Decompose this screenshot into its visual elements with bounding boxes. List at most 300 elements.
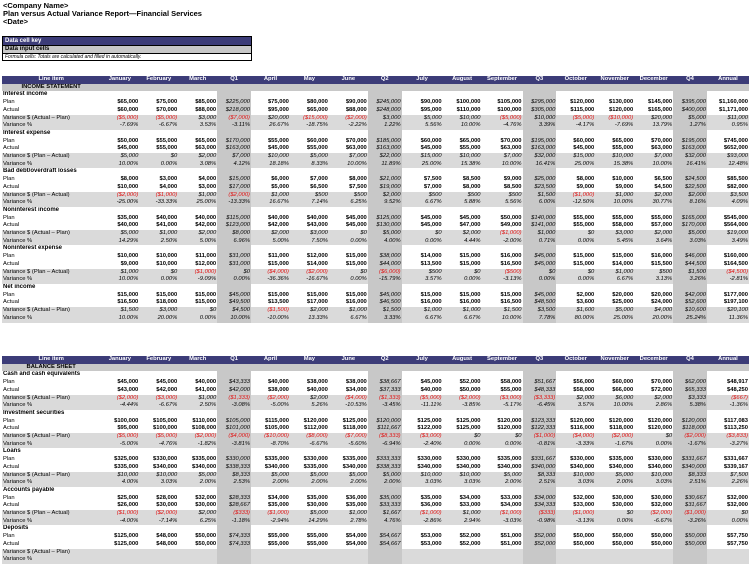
value-cell: ($5,000): [100, 433, 139, 441]
value-cell: $105,000: [153, 417, 178, 424]
value-cell: 15.38%: [443, 161, 482, 169]
row-label: Actual: [3, 222, 20, 229]
value-cell: ($4,500): [707, 269, 749, 277]
blank-cell: [368, 448, 402, 456]
blank-cell: [290, 245, 329, 253]
value-cell: $49,500: [217, 299, 251, 307]
blank-cell: [634, 207, 673, 215]
value-cell: $22,000: [368, 153, 402, 161]
key-formula-cells: Formula cells: Totals are calculated and filled in automatically.: [3, 53, 251, 60]
value-cell: $7,500: [423, 176, 442, 183]
blank-cell: [482, 168, 523, 176]
blank-cell: [707, 371, 749, 379]
value-cell: $55,000: [612, 214, 634, 221]
section-cell: [443, 84, 482, 92]
value-cell: $10,000: [402, 472, 443, 480]
value-cell: $7,500: [707, 472, 749, 480]
blank-cell: [707, 130, 749, 138]
value-cell: $15,000: [459, 253, 481, 260]
value-cell: $42,000: [195, 222, 217, 229]
value-cell: $20,000: [612, 291, 634, 298]
group-title: Noninterest income: [3, 206, 60, 213]
blank-cell: [556, 487, 595, 495]
blank-cell: [595, 91, 634, 99]
column-header: July: [402, 356, 443, 364]
blank-cell: [100, 130, 139, 138]
table-row: [2, 269, 749, 277]
value-cell: $17,000: [217, 184, 251, 192]
blank-cell: [443, 284, 482, 292]
value-cell: $5,000: [290, 510, 329, 518]
value-cell: $5,000: [251, 472, 290, 480]
value-cell: $53,000: [420, 540, 442, 547]
value-cell: ($7,000): [329, 433, 368, 441]
value-cell: ($10,000): [251, 433, 290, 441]
value-cell: $500: [402, 192, 443, 200]
section-cell: [523, 84, 557, 92]
value-cell: 1.27%: [673, 122, 707, 130]
group-title: Interest income: [3, 91, 48, 98]
value-cell: $335,000: [303, 463, 328, 470]
value-cell: $2,000: [634, 395, 673, 403]
value-cell: $50,000: [651, 540, 673, 547]
value-cell: $10,000: [139, 472, 178, 480]
value-cell: 2.51%: [523, 479, 557, 487]
value-cell: ($1,000): [523, 433, 557, 441]
value-cell: $4,000: [159, 183, 178, 190]
value-cell: $1,000: [139, 230, 178, 238]
value-cell: $15,000: [459, 260, 481, 267]
value-cell: $2,000: [251, 230, 290, 238]
table-row: [2, 176, 749, 184]
value-cell: $45,000: [368, 292, 402, 300]
value-cell: $65,333: [673, 387, 707, 395]
value-cell: -1.67%: [673, 441, 707, 449]
blank-cell: [100, 91, 139, 99]
value-cell: ($1,000): [482, 230, 523, 238]
value-cell: $1,000: [595, 269, 634, 277]
section-cell: [100, 364, 139, 372]
blank-cell: [634, 525, 673, 533]
value-cell: 6.96%: [217, 238, 251, 246]
blank-cell: [368, 525, 402, 533]
value-cell: $10,000: [612, 176, 634, 183]
value-cell: $163,000: [673, 145, 707, 153]
value-cell: 3.03%: [634, 479, 673, 487]
table-row: [2, 230, 749, 238]
blank-cell: [402, 284, 443, 292]
table-row: [2, 441, 749, 449]
value-cell: $63,000: [345, 145, 367, 152]
value-cell: $118,000: [609, 425, 634, 432]
value-cell: $42,000: [673, 292, 707, 300]
group-title: Noninterest expense: [3, 245, 63, 252]
value-cell: $30,000: [156, 502, 178, 509]
blank-cell: [443, 487, 482, 495]
value-cell: [100, 556, 139, 564]
blank-cell: [402, 130, 443, 138]
blank-cell: [290, 91, 329, 99]
group-row: [2, 525, 749, 533]
value-cell: $1,000: [329, 307, 368, 315]
value-cell: $120,000: [570, 417, 595, 424]
blank-cell: [217, 410, 251, 418]
value-cell: $8,333: [673, 472, 707, 480]
value-cell: $45,000: [156, 379, 178, 386]
blank-cell: [482, 91, 523, 99]
value-cell: 3.33%: [368, 315, 402, 323]
value-cell: $330,000: [303, 456, 328, 463]
value-cell: $100,000: [497, 106, 522, 113]
value-cell: $45,000: [573, 145, 595, 152]
value-cell: $0: [329, 230, 368, 238]
column-header: Q2: [368, 76, 402, 84]
blank-cell: [251, 91, 290, 99]
value-cell: $163,000: [368, 145, 402, 153]
value-cell: 2.00%: [290, 479, 329, 487]
value-cell: [290, 549, 329, 557]
value-cell: 0.00%: [402, 238, 443, 246]
value-cell: $125,000: [456, 417, 481, 424]
blank-cell: [556, 284, 595, 292]
section-cell: [634, 84, 673, 92]
value-cell: [523, 556, 557, 564]
value-cell: $32,000: [727, 494, 748, 501]
blank-cell: [368, 130, 402, 138]
value-cell: $40,000: [195, 214, 217, 221]
value-cell: ($2,000): [139, 510, 178, 518]
row-label: Variance $ (Actual – Plan): [2, 307, 100, 315]
value-cell: 5.56%: [482, 199, 523, 207]
value-cell: $30,000: [195, 502, 217, 509]
value-cell: 0.00%: [556, 276, 595, 284]
value-cell: -7.69%: [595, 122, 634, 130]
blank-cell: [523, 371, 557, 379]
value-cell: 3.53%: [178, 122, 217, 130]
value-cell: $2,000: [634, 230, 673, 238]
value-cell: $3,333: [673, 395, 707, 403]
value-cell: $10,000: [156, 253, 178, 260]
value-cell: 5.00%: [178, 238, 217, 246]
value-cell: -6.67%: [139, 402, 178, 410]
blank-cell: [251, 487, 290, 495]
value-cell: $63,000: [500, 145, 522, 152]
row-label: Variance $ (Actual – Plan): [2, 549, 100, 557]
blank-cell: [329, 525, 368, 533]
value-cell: $17,000: [306, 299, 328, 306]
table-row: [2, 556, 749, 564]
blank-cell: [443, 410, 482, 418]
value-cell: $0: [443, 269, 482, 277]
value-cell: $45,000: [117, 145, 139, 152]
value-cell: $340,000: [417, 463, 442, 470]
value-cell: -3.08%: [217, 402, 251, 410]
row-label: Actual: [3, 463, 20, 470]
value-cell: -3.26%: [673, 518, 707, 526]
value-cell: ($1,333): [217, 395, 251, 403]
table-row: [2, 107, 749, 115]
value-cell: $15,000: [573, 260, 595, 267]
section-cell: [217, 84, 251, 92]
value-cell: $197,100: [723, 299, 748, 306]
column-header: Line item: [2, 76, 100, 84]
value-cell: [251, 549, 290, 557]
value-cell: $55,000: [612, 145, 634, 152]
value-cell: $330,000: [647, 456, 673, 463]
blank-cell: [634, 130, 673, 138]
blank-cell: [290, 130, 329, 138]
value-cell: $57,000: [651, 222, 673, 229]
value-cell: 0.00%: [443, 276, 482, 284]
value-cell: ($2,000): [634, 510, 673, 518]
blank-cell: [482, 245, 523, 253]
value-cell: -15.79%: [368, 276, 402, 284]
value-cell: $108,000: [191, 425, 217, 432]
value-cell: $10,000: [523, 115, 557, 123]
section-cell: [217, 364, 251, 372]
row-label: Variance $ (Plan – Actual): [2, 192, 100, 200]
value-cell: $45,000: [420, 222, 442, 229]
value-cell: 2.94%: [443, 518, 482, 526]
value-cell: 0.95%: [707, 122, 749, 130]
value-cell: ($4,000): [251, 269, 290, 277]
table-row: [2, 315, 749, 323]
value-cell: $60,000: [306, 137, 328, 144]
section-cell: [290, 364, 329, 372]
table-row: [2, 215, 749, 223]
value-cell: -16.67%: [290, 276, 329, 284]
blank-cell: [673, 207, 707, 215]
value-cell: $38,000: [368, 253, 402, 261]
value-cell: 11.36%: [707, 315, 749, 323]
table-row: [2, 292, 749, 300]
blank-cell: [100, 525, 139, 533]
value-cell: $160,000: [723, 253, 748, 260]
group-row: [2, 371, 749, 379]
blank-cell: [673, 91, 707, 99]
value-cell: 10.00%: [100, 276, 139, 284]
column-header: Q1: [217, 356, 251, 364]
value-cell: -10.00%: [251, 315, 290, 323]
blank-cell: [217, 245, 251, 253]
value-cell: $48,500: [523, 299, 557, 307]
value-cell: $15,000: [345, 260, 367, 267]
value-cell: $40,000: [156, 214, 178, 221]
column-header-row: [2, 76, 749, 84]
value-cell: $23,500: [523, 184, 557, 192]
value-cell: $3,000: [595, 230, 634, 238]
section-cell: [673, 84, 707, 92]
value-cell: $54,000: [345, 540, 367, 547]
value-cell: $41,000: [195, 386, 217, 393]
value-cell: $1,000: [595, 192, 634, 200]
value-cell: $32,000: [651, 502, 673, 509]
value-cell: 10.00%: [443, 122, 482, 130]
value-cell: $95,000: [117, 425, 139, 432]
value-cell: $13,500: [267, 299, 289, 306]
table-row: [2, 510, 749, 518]
value-cell: -11.11%: [402, 402, 443, 410]
row-label: Plan: [3, 253, 15, 260]
value-cell: $5,000: [482, 472, 523, 480]
value-cell: $34,333: [523, 502, 557, 510]
value-cell: 4.00%: [368, 238, 402, 246]
blank-cell: [482, 207, 523, 215]
row-label: Actual: [3, 386, 20, 393]
blank-cell: [329, 448, 368, 456]
value-cell: $70,000: [500, 137, 522, 144]
value-cell: $652,000: [723, 145, 748, 152]
table-row: [2, 138, 749, 146]
column-header: December: [634, 76, 673, 84]
column-header: May: [290, 76, 329, 84]
value-cell: $30,000: [306, 502, 328, 509]
value-cell: $338,333: [217, 464, 251, 472]
value-cell: $65,000: [459, 137, 481, 144]
table-row: [2, 533, 749, 541]
blank-cell: [251, 168, 290, 176]
blank-cell: [217, 371, 251, 379]
value-cell: $1,500: [482, 307, 523, 315]
value-cell: $48,000: [156, 540, 178, 547]
value-cell: -1.67%: [595, 441, 634, 449]
value-cell: 10.00%: [100, 161, 139, 169]
group-title: Deposits: [3, 525, 29, 532]
column-header: Q3: [523, 356, 557, 364]
value-cell: -9.09%: [178, 276, 217, 284]
value-cell: $122,000: [417, 425, 442, 432]
value-cell: $195,000: [673, 138, 707, 146]
value-cell: $2,000: [290, 307, 329, 315]
value-cell: $20,000: [251, 115, 290, 123]
value-cell: 3.03%: [673, 238, 707, 246]
value-cell: $88,000: [345, 106, 367, 113]
blank-cell: [556, 448, 595, 456]
value-cell: ($3,000): [482, 395, 523, 403]
value-cell: $20,000: [651, 291, 673, 298]
value-cell: $8,000: [349, 176, 367, 183]
value-cell: $38,000: [267, 386, 289, 393]
blank-cell: [443, 525, 482, 533]
value-cell: 80.00%: [556, 315, 595, 323]
table-row: [2, 387, 749, 395]
value-cell: $120,000: [497, 425, 522, 432]
value-cell: $105,000: [264, 425, 289, 432]
value-cell: $44,000: [368, 261, 402, 269]
value-cell: $58,000: [573, 386, 595, 393]
value-cell: $33,000: [459, 502, 481, 509]
value-cell: $43,333: [217, 379, 251, 387]
blank-cell: [482, 371, 523, 379]
blank-cell: [329, 91, 368, 99]
value-cell: $12,000: [306, 253, 328, 260]
report-date: <Date>: [3, 17, 29, 26]
row-label: Plan: [3, 137, 15, 144]
value-cell: ($3,833): [707, 433, 749, 441]
value-cell: $10,000: [443, 153, 482, 161]
value-cell: 0.00%: [556, 238, 595, 246]
table-row: [2, 549, 749, 557]
value-cell: 5.00%: [251, 238, 290, 246]
section-cell: [290, 84, 329, 92]
value-cell: -4.76%: [139, 441, 178, 449]
row-label: Variance %: [2, 402, 100, 410]
blank-cell: [556, 130, 595, 138]
row-label: Variance $ (Actual – Plan): [2, 472, 100, 480]
value-cell: 3.57%: [556, 402, 595, 410]
value-cell: $20,100: [707, 307, 749, 315]
value-cell: ($3,333): [523, 395, 557, 403]
blank-cell: [100, 168, 139, 176]
table-row: [2, 395, 749, 403]
value-cell: $1,000: [329, 510, 368, 518]
value-cell: $16,000: [420, 299, 442, 306]
value-cell: $40,000: [195, 379, 217, 386]
value-cell: $18,000: [156, 299, 178, 306]
value-cell: $19,000: [707, 230, 749, 238]
value-cell: $32,000: [673, 153, 707, 161]
value-cell: $58,000: [500, 379, 522, 386]
value-cell: $2,000: [178, 153, 217, 161]
value-cell: [707, 549, 749, 557]
blank-cell: [100, 448, 139, 456]
value-cell: ($333): [523, 510, 557, 518]
value-cell: 13.79%: [634, 122, 673, 130]
value-cell: [634, 556, 673, 564]
column-header: Line item: [2, 356, 100, 364]
blank-cell: [673, 284, 707, 292]
value-cell: $45,000: [459, 214, 481, 221]
blank-cell: [251, 245, 290, 253]
value-cell: 11.89%: [368, 161, 402, 169]
blank-cell: [523, 91, 557, 99]
value-cell: 3.13%: [634, 276, 673, 284]
value-cell: $4,500: [217, 307, 251, 315]
value-cell: $28,333: [217, 495, 251, 503]
blank-cell: [556, 525, 595, 533]
value-cell: $1,600: [556, 307, 595, 315]
blank-cell: [290, 487, 329, 495]
value-cell: -2.86%: [402, 518, 443, 526]
value-cell: $10,000: [443, 115, 482, 123]
blank-cell: [251, 410, 290, 418]
value-cell: $35,000: [368, 495, 402, 503]
section-cell: [139, 84, 178, 92]
blank-cell: [673, 448, 707, 456]
value-cell: [595, 556, 634, 564]
value-cell: $50,000: [673, 541, 707, 549]
column-header: June: [329, 356, 368, 364]
table-row: [2, 238, 749, 246]
value-cell: $25,000: [612, 299, 634, 306]
value-cell: $50,000: [612, 533, 634, 540]
group-row: [2, 91, 749, 99]
value-cell: $130,000: [368, 222, 402, 230]
blank-cell: [634, 284, 673, 292]
value-cell: 6.67%: [402, 315, 443, 323]
table-row: [2, 199, 749, 207]
value-cell: 25.00%: [178, 199, 217, 207]
row-label: Variance %: [2, 441, 100, 449]
value-cell: 30.77%: [634, 199, 673, 207]
value-cell: [556, 549, 595, 557]
row-label: Plan: [3, 456, 15, 463]
value-cell: 12.48%: [707, 161, 749, 169]
row-label: Variance %: [2, 238, 100, 246]
value-cell: $500: [443, 192, 482, 200]
value-cell: $50,000: [573, 533, 595, 540]
value-cell: $340,000: [523, 464, 557, 472]
